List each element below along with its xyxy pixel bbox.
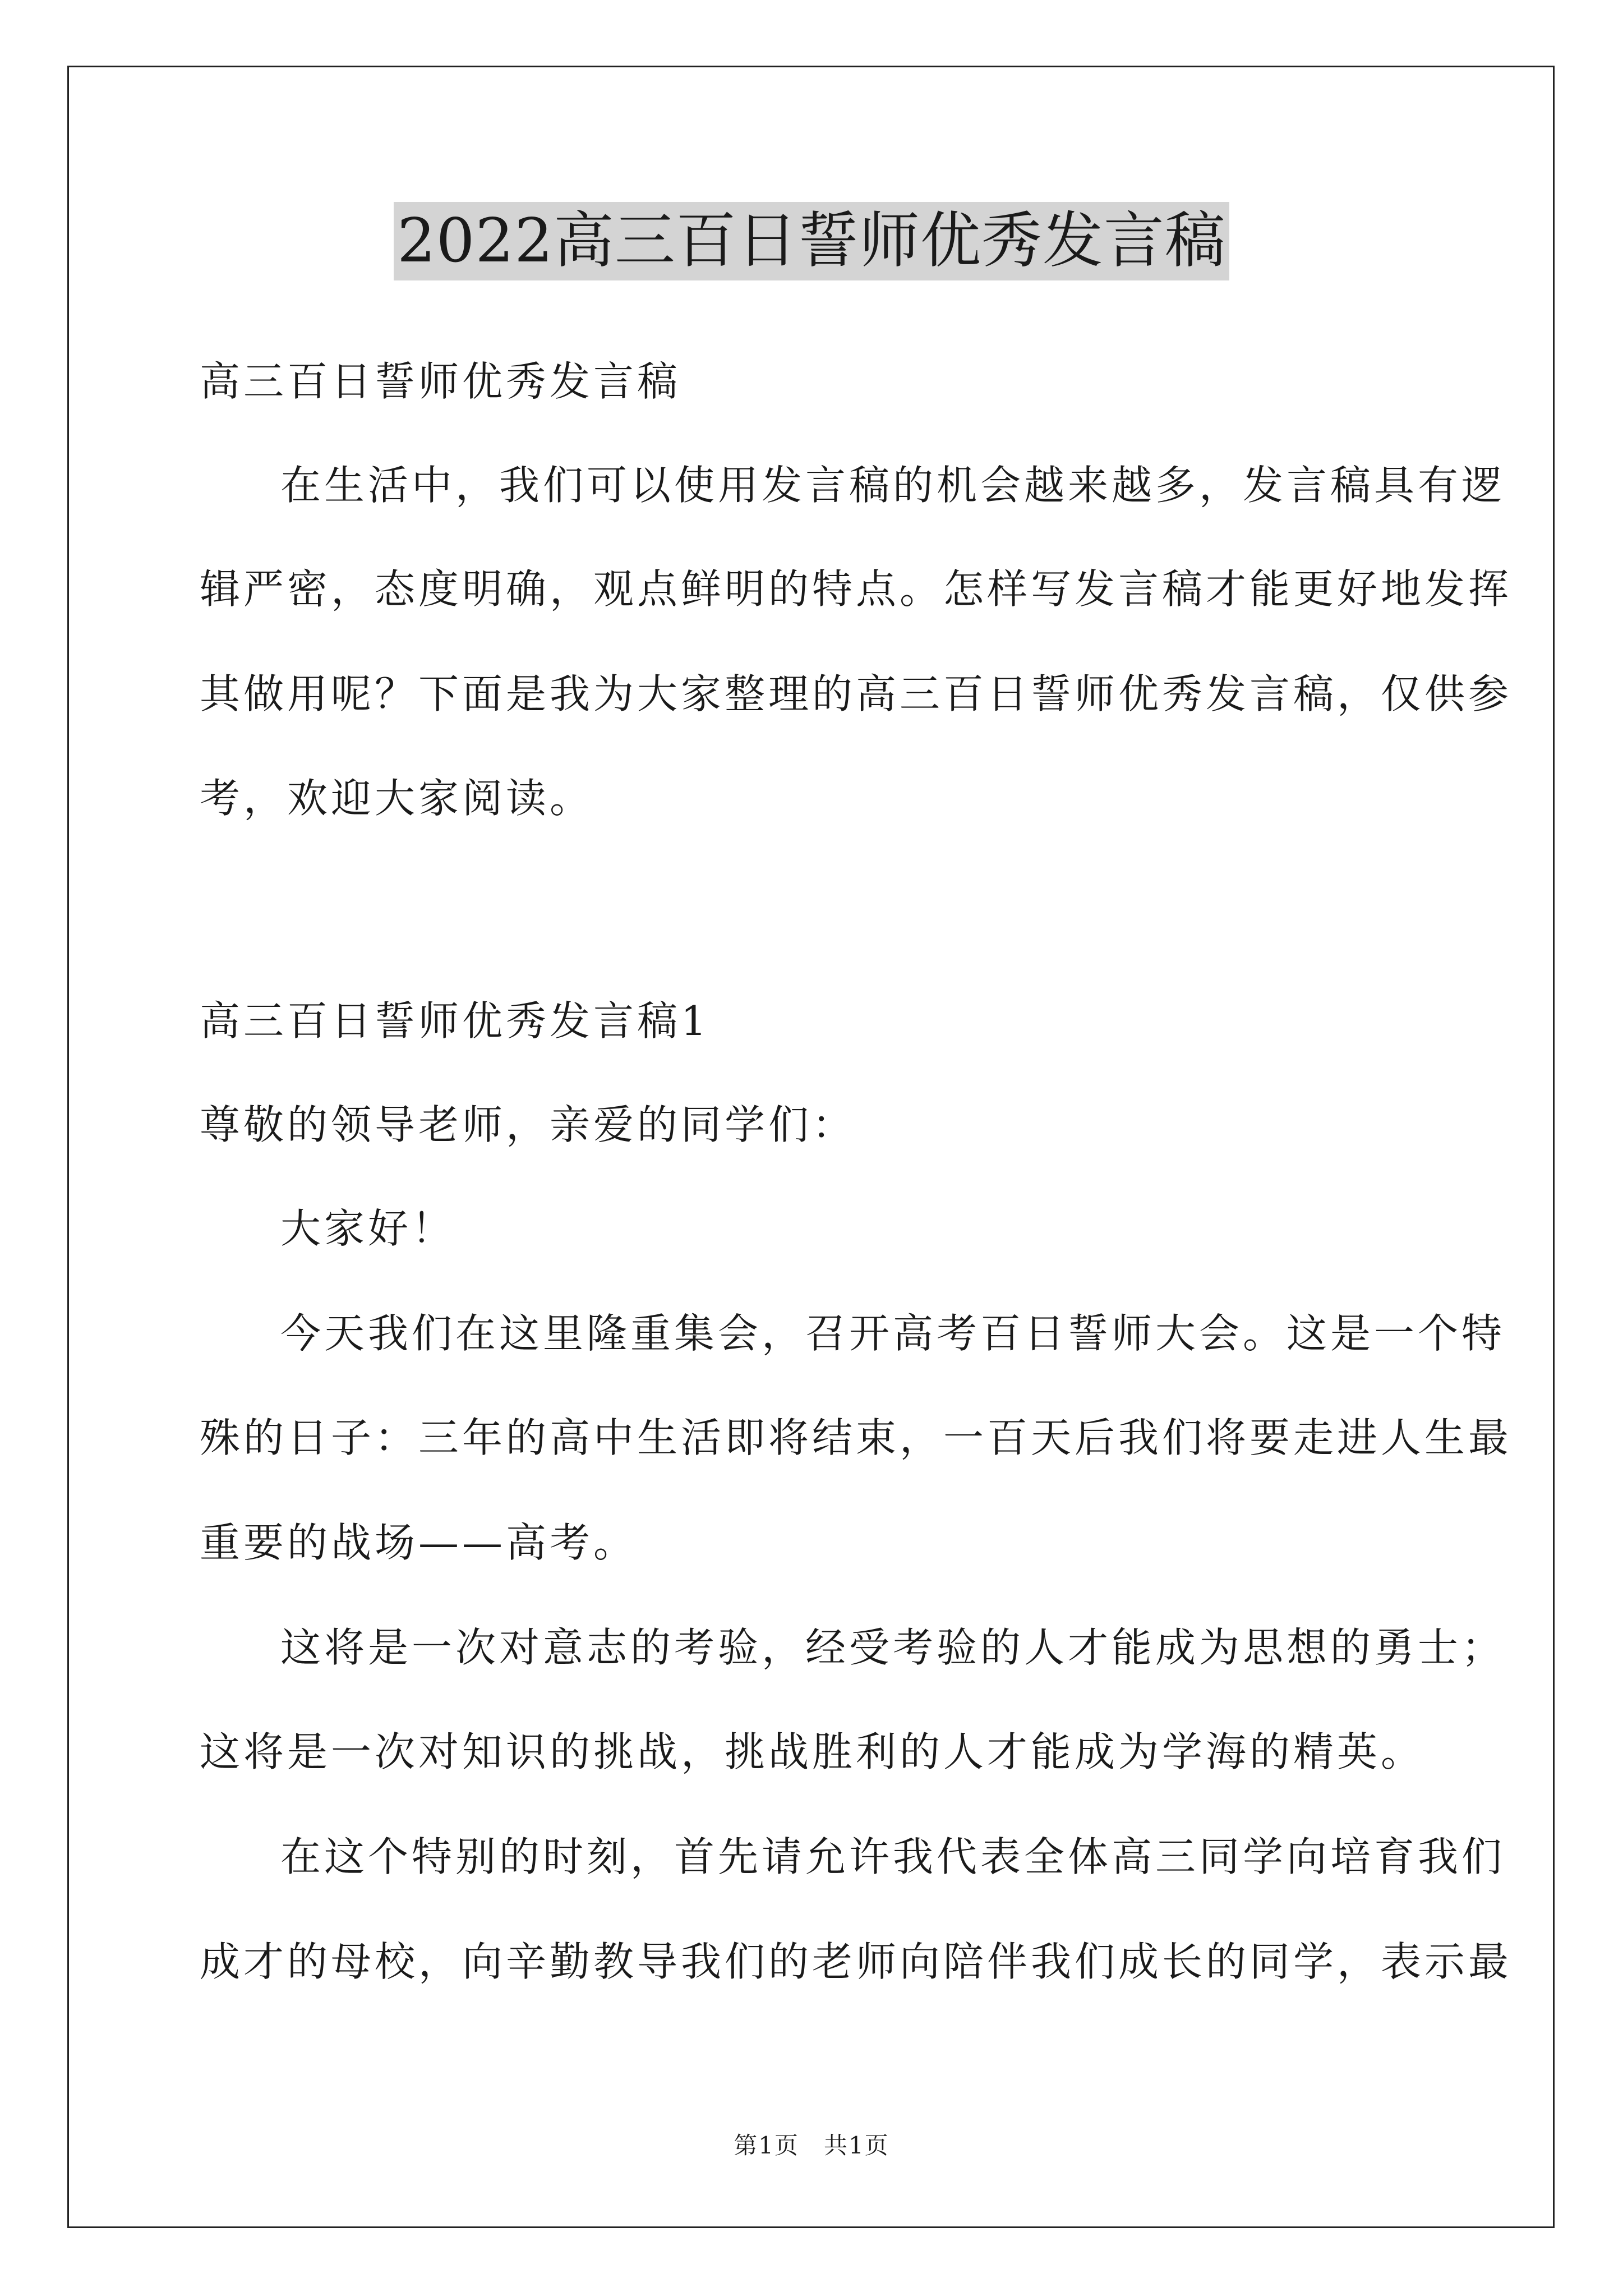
- document-title-text: 2022高三百日誓师优秀发言稿: [394, 202, 1229, 280]
- paragraph-line: 成才的母校，向辛勤教导我们的老师向陪伴我们成长的同学，表示最: [200, 1938, 1513, 1985]
- greeting: 大家好！: [280, 1205, 456, 1252]
- paragraph-line: 辑严密，态度明确，观点鲜明的特点。怎样写发言稿才能更好地发挥: [200, 565, 1513, 613]
- paragraph-line: 其做用呢？下面是我为大家整理的高三百日誓师优秀发言稿，仅供参: [200, 670, 1513, 717]
- salutation: 尊敬的领导老师，亲爱的同学们：: [200, 1101, 856, 1148]
- paragraph-line: 在这个特别的时刻，首先请允许我代表全体高三同学向培育我们: [280, 1833, 1506, 1880]
- page-footer: 第1页 共1页: [734, 2132, 889, 2159]
- paragraph-line: 重要的战场——高考。: [200, 1519, 638, 1566]
- section-heading: 高三百日誓师优秀发言稿: [200, 358, 681, 405]
- paragraph-line: 殊的日子：三年的高中生活即将结束，一百天后我们将要走进人生最: [200, 1414, 1513, 1461]
- paragraph-line: 考，欢迎大家阅读。: [200, 775, 594, 822]
- paragraph-line: 这将是一次对知识的挑战，挑战胜利的人才能成为学海的精英。: [200, 1728, 1425, 1775]
- section-heading: 高三百日誓师优秀发言稿1: [200, 997, 710, 1045]
- paragraph-line: 在生活中，我们可以使用发言稿的机会越来越多，发言稿具有逻: [280, 462, 1506, 509]
- paragraph-line: 这将是一次对意志的考验，经受考验的人才能成为思想的勇士；: [280, 1624, 1506, 1671]
- paragraph-line: 今天我们在这里隆重集会，召开高考百日誓师大会。这是一个特: [280, 1310, 1506, 1357]
- document-title: [0, 202, 1623, 280]
